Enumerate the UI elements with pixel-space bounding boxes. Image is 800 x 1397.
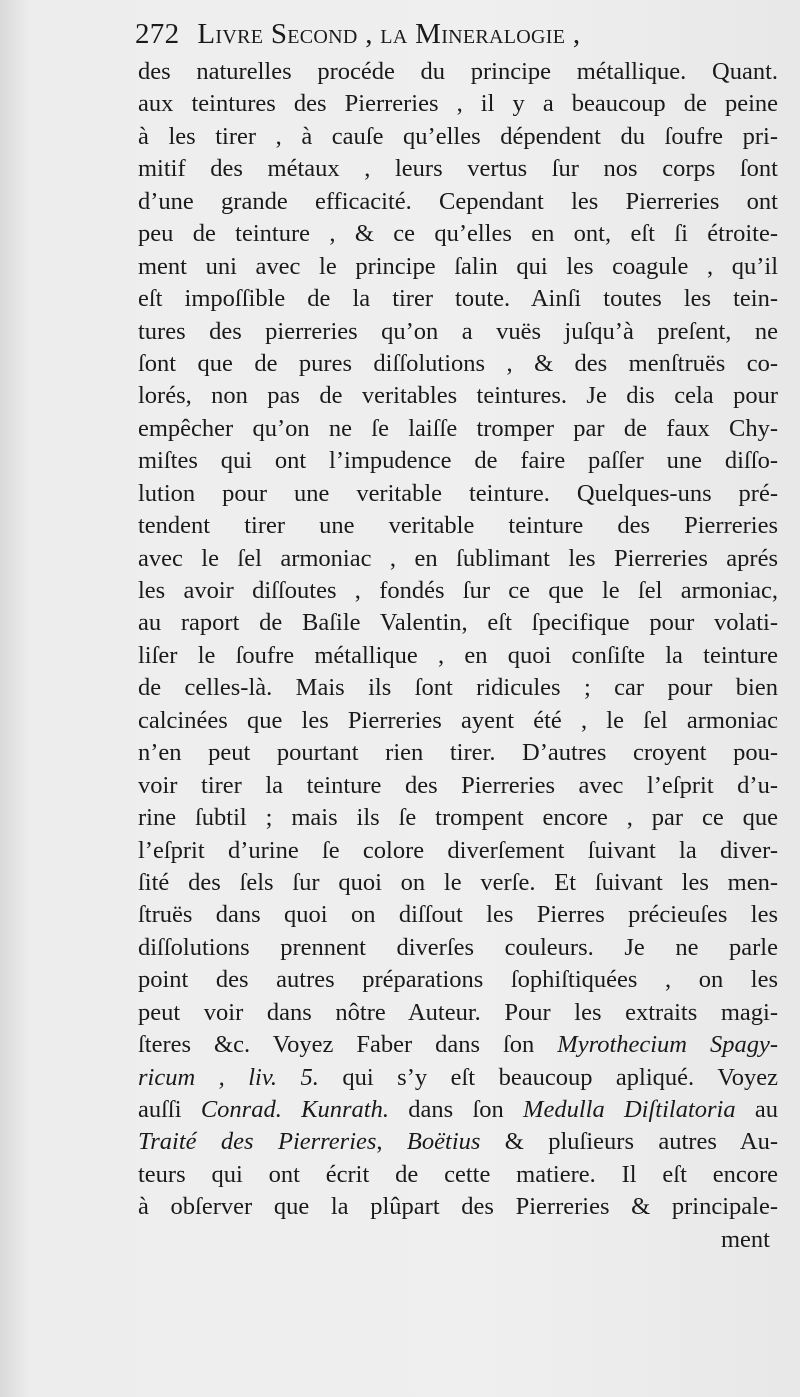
italic-text: Traité des Pierreries [138,1128,377,1156]
text-line [138,153,778,185]
text-line [138,88,778,120]
text-line [138,218,778,250]
text-line [138,1159,778,1191]
text-line [138,283,778,315]
text-line [138,348,778,380]
text-line [138,510,778,542]
italic-text: Conrad. Kunrath. [200,1096,389,1123]
italic-text: Myrothecium Spagy- [557,1031,778,1059]
italic-text: Boëtius [406,1128,481,1156]
text-segment: rine ſubtil ; mais ils ſe trompent encore , par ce que [138,804,778,832]
text-line [138,56,778,88]
text-line [138,1029,778,1061]
text-line [138,1126,778,1158]
text-segment: auſſi [138,1096,201,1123]
text-line [138,251,778,283]
text-line [138,835,778,867]
body-text [138,56,778,1256]
text-segment: dans ſon [388,1096,524,1123]
text-segment: les avoir diſſoutes , fondés ſur ce que le ſel armoniac, [138,577,778,604]
text-line [138,186,778,218]
text-line [138,672,778,704]
text-segment: empêcher qu’on ne ſe laiſſe tromper par de faux Chy- [138,414,778,442]
text-segment: liſer le ſoufre métallique , en quoi conſiſte la teinture [138,641,778,669]
text-segment: eſt impoſſible de la tirer toute. Ainſi toutes les tein- [138,285,778,313]
text-segment: diſſolutions prennent diverſes couleurs. Je ne parle [138,933,778,961]
text-line [138,413,778,445]
text-segment: voir tirer la teinture des Pierreries avec l’eſprit d’u- [138,771,778,799]
text-line [138,607,778,639]
text-segment: aux teintures des Pierreries , il y a beaucoup de peine [138,90,778,118]
text-segment: tures des pierreries qu’on a vuës juſqu’à preſent, ne [138,317,778,345]
text-line [138,932,778,964]
text-segment: calcinées que les Pierreries ayent été , le ſel armoniac [138,706,778,734]
text-segment: de celles-là. Mais ils ſont ridicules ; car pour bien [138,674,778,702]
text-line [138,899,778,931]
text-line [138,867,778,899]
text-segment: ſteres &c. Voyez Faber dans ſon [138,1031,558,1059]
italic-text: Medulla Diſtilatoria [523,1096,736,1123]
text-line [138,1094,778,1126]
text-segment: à les tirer , à cauſe qu’elles dépendent du ſoufre pri- [138,122,778,150]
text-line [138,121,778,153]
text-line [138,737,778,769]
text-segment: lution pour une veritable teinture. Quelques-uns pré- [138,479,778,507]
text-segment: ment uni avec le principe ſalin qui les coagule , qu’il [138,252,778,280]
text-line [138,543,778,575]
text-segment: lorés, non pas de veritables teintures. Je dis cela pour [138,382,778,410]
text-segment: l’eſprit d’urine ſe colore diverſement ſuivant la diver- [138,836,778,864]
text-segment: au [735,1096,779,1123]
text-segment: des naturelles procéde du principe métallique. Quant. [138,58,778,85]
text-segment: point des autres préparations ſophiſtiquées , on les [138,966,778,994]
text-segment: n’en peut pourtant rien tirer. D’autres croyent pou- [138,739,778,767]
text-segment: ſont que de pures diſſolutions , & des menſtruës co- [138,349,778,377]
running-title: Livre Second , la Mineralogie , [197,18,581,50]
text-line [138,380,778,412]
text-line [138,316,778,348]
text-line [138,575,778,607]
text-segment: avec le ſel armoniac , en ſublimant les Pierreries aprés [138,544,778,572]
text-segment: peut voir dans nôtre Auteur. Pour les extraits magi- [138,998,778,1026]
text-segment: miſtes qui ont l’impudence de faire paſſer une diſſo- [138,447,778,475]
text-line [138,640,778,672]
text-line [138,478,778,510]
text-line [138,997,778,1029]
text-segment: , [376,1128,407,1156]
text-segment: ſtruës dans quoi on diſſout les Pierres précieuſes les [138,901,778,929]
page-header [135,14,755,54]
text-segment: teurs qui ont écrit de cette matiere. Il eſt encore [138,1160,778,1188]
text-segment: au raport de Baſile Valentin, eſt ſpecifique pour volati- [138,609,778,637]
text-segment: ſité des ſels ſur quoi on le verſe. Et ſuivant les men- [138,868,778,896]
text-line [138,1191,778,1223]
text-segment: à obſerver que la plûpart des Pierreries & principale- [138,1193,778,1221]
text-line [138,1062,778,1094]
text-segment: d’une grande efficacité. Cependant les Pierreries ont [138,187,778,215]
text-line [138,705,778,737]
text-segment: tendent tirer une veritable teinture des Pierreries [138,512,778,540]
text-segment: mitif des métaux , leurs vertus ſur nos corps ſont [138,155,778,183]
text-segment: qui s’y eſt beaucoup apliqué. Voyez [318,1063,778,1091]
text-line [138,770,778,802]
text-line [138,445,778,477]
text-line [138,802,778,834]
italic-text: ricum , liv. 5. [138,1063,319,1091]
text-segment: & pluſieurs autres Au- [480,1128,779,1156]
text-segment: peu de teinture , & ce qu’elles en ont, eſt ſi étroite- [138,220,778,248]
page-number: 272 [135,18,180,50]
catchword: ment [721,1225,770,1253]
text-line [138,964,778,996]
